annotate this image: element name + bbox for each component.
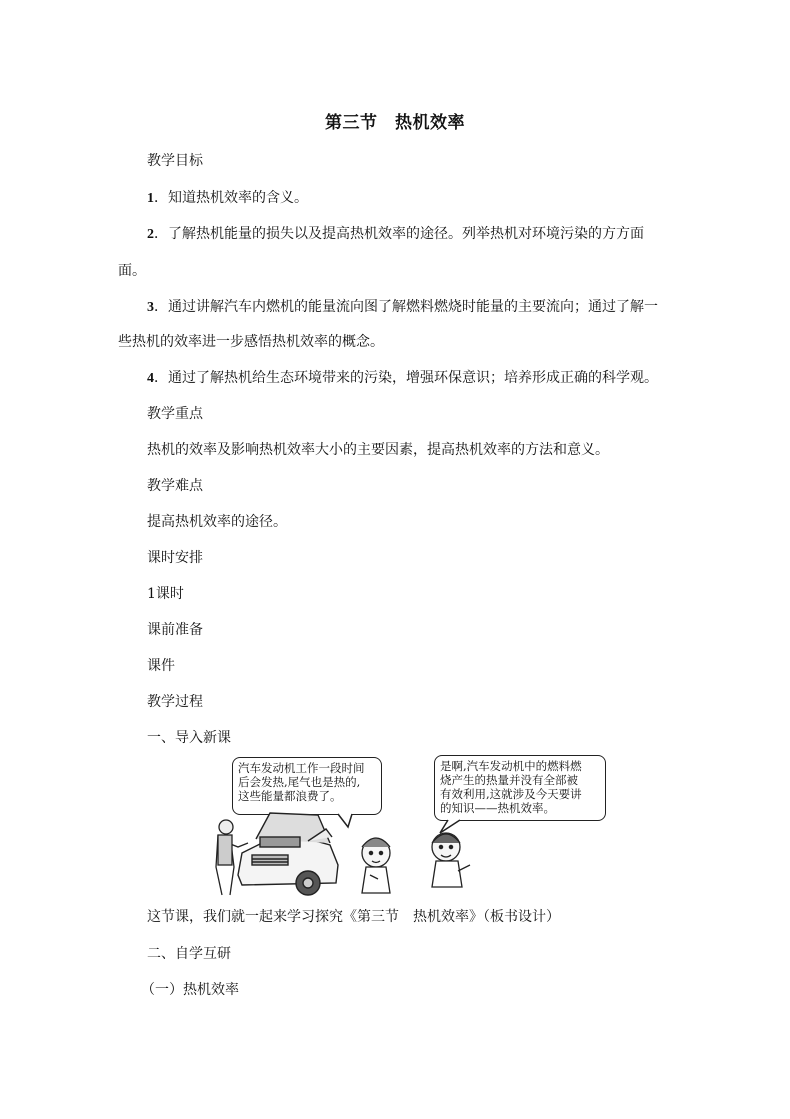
objective-3-number: 3: [147, 300, 154, 315]
boy-figure: [432, 833, 470, 887]
objective-1-text: ．知道热机效率的含义。: [154, 190, 308, 206]
bubble-2-line: 的知识——热机效率。: [440, 801, 555, 815]
bubble-2-line: 烧产生的热量并没有全部被: [440, 773, 578, 787]
difficulties-text: 提高热机效率的途径。: [147, 514, 287, 530]
prep-heading: 课前准备: [147, 622, 203, 638]
part2-heading: 二、自学互研: [147, 946, 231, 962]
bubble-1-line: 后会发热,尾气也是热的,: [238, 775, 361, 789]
intro-sentence: 这节课，我们就一起来学习探究《第三节 热机效率》（板书设计）: [147, 909, 560, 925]
bubble-1-line: 这些能量都浪费了。: [238, 789, 342, 803]
objective-3-text-line1: ．通过讲解汽车内燃机的能量流向图了解燃料燃烧时能量的主要流向；通过了解一: [154, 299, 658, 315]
schedule-heading: 课时安排: [147, 550, 203, 566]
prep-text: 课件: [147, 658, 175, 674]
objective-3: [147, 297, 658, 318]
schedule-text: 1课时: [147, 586, 184, 602]
bubble-1-tail: [338, 814, 352, 827]
objective-4-number: 4: [147, 371, 154, 386]
girl-figure: [362, 838, 390, 893]
objective-1-number: 1: [147, 191, 154, 206]
speech-bubble-2: [434, 755, 606, 821]
objective-4: [147, 368, 658, 389]
objective-1: [147, 188, 308, 209]
subsection1-heading: （一）热机效率: [141, 982, 239, 998]
objective-2: [147, 224, 644, 245]
key-points-text: 热机的效率及影响热机效率大小的主要因素，提高热机效率的方法和意义。: [147, 442, 609, 458]
objectives-heading: 教学目标: [147, 153, 203, 169]
page-title: 第三节 热机效率: [325, 113, 465, 133]
part1-heading: 一、导入新课: [147, 730, 231, 746]
bubble-1-line: 汽车发动机工作一段时间: [238, 761, 365, 775]
mechanic-figure: [216, 820, 248, 895]
bubble-2-line: 有效利用,这就涉及今天要讲: [440, 787, 582, 801]
car-illustration: [238, 813, 338, 895]
bubble-2-line: 是啊,汽车发动机中的燃料燃: [440, 759, 582, 773]
objective-4-text: ．通过了解热机给生态环境带来的污染，增强环保意识；培养形成正确的科学观。: [154, 370, 658, 386]
objective-3-text-line2: 些热机的效率进一步感悟热机效率的概念。: [118, 334, 384, 350]
speech-bubble-1: [232, 757, 382, 815]
bubble-2-tail: [440, 820, 460, 833]
objective-2-text-line1: ．了解热机能量的损失以及提高热机效率的途径。列举热机对环境污染的方方面: [154, 226, 644, 242]
key-points-heading: 教学重点: [147, 406, 203, 422]
intro-illustration: [208, 755, 608, 897]
objective-2-number: 2: [147, 227, 154, 242]
objective-2-text-line2: 面。: [118, 263, 146, 279]
process-heading: 教学过程: [147, 694, 203, 710]
difficulties-heading: 教学难点: [147, 478, 203, 494]
